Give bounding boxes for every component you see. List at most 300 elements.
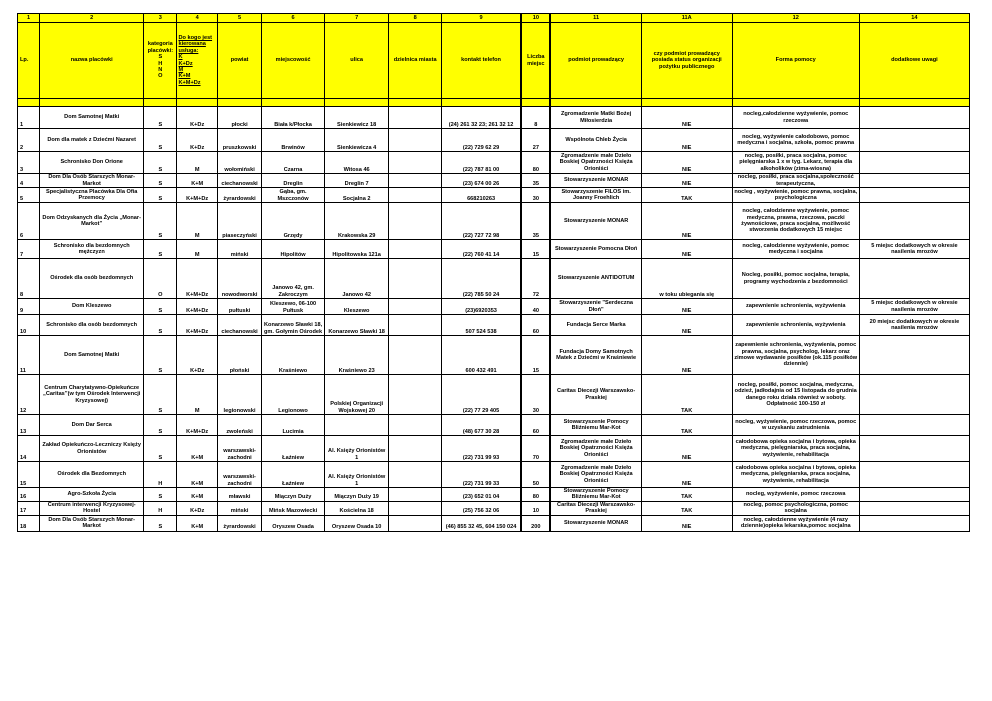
- target-group: M: [177, 203, 217, 240]
- county: płocki: [217, 107, 261, 129]
- category: S: [144, 240, 177, 259]
- header-target-title: Do kogo jest kierowana usługa:: [178, 34, 213, 54]
- category: S: [144, 436, 177, 462]
- street: Oryszew Osada 10: [324, 515, 389, 531]
- table-row: [18, 299, 970, 315]
- phone: (22) 731 99 33: [441, 462, 521, 488]
- county: żyrardowski: [217, 515, 261, 531]
- places: 80: [521, 488, 550, 502]
- phone: (48) 677 30 28: [441, 415, 521, 436]
- operator: Zgromadzenie małe Dzieło Boskiej Opatrzności Księża Orioniści: [550, 152, 641, 174]
- district: [389, 336, 441, 375]
- public-benefit-status: NIE: [641, 152, 732, 174]
- remarks: [859, 174, 969, 188]
- table-row: [18, 107, 970, 129]
- town: Miączyn Duży: [262, 488, 325, 502]
- operator: Stowarzyszenie MONAR: [550, 174, 641, 188]
- spacer-cell: [550, 99, 641, 107]
- town: Konarzewo Sławki 18, gm. Gołymin Ośrodek: [262, 315, 325, 336]
- row-lp: 12: [18, 375, 40, 415]
- category: S: [144, 152, 177, 174]
- target-group: K+M+Dz: [177, 415, 217, 436]
- public-benefit-status: NIE: [641, 107, 732, 129]
- places: 10: [521, 501, 550, 515]
- facility-name: Ośrodek dla Bezdomnych: [40, 462, 144, 488]
- header-target-code: K+M: [178, 73, 191, 80]
- assistance: Nocleg, posiłki, pomoc socjalna, terapia, programy wychodzenia z bezdomności: [732, 259, 859, 299]
- street: Konarzewo Sławki 18: [324, 315, 389, 336]
- public-benefit-status: NIE: [641, 336, 732, 375]
- spacer-cell: [324, 99, 389, 107]
- row-lp: 1: [18, 107, 40, 129]
- places: 30: [521, 188, 550, 203]
- public-benefit-status: NIE: [641, 203, 732, 240]
- places: 80: [521, 152, 550, 174]
- places: 15: [521, 240, 550, 259]
- places: 72: [521, 259, 550, 299]
- spacer-cell: [641, 99, 732, 107]
- places: 8: [521, 107, 550, 129]
- assistance: nocleg, posiłki, praca socjalna,społeczność terapeutyczna,: [732, 174, 859, 188]
- district: [389, 488, 441, 502]
- phone: (22) 727 72 98: [441, 203, 521, 240]
- target-group: K+Dz: [177, 501, 217, 515]
- facility-name: Dom Odzyskanych dla Życia „Monar-Markot”: [40, 203, 144, 240]
- column-number: 1: [18, 14, 40, 23]
- facility-name: Dom Dar Serca: [40, 415, 144, 436]
- district: [389, 152, 441, 174]
- header-target-code: K+M+Dz: [178, 79, 201, 86]
- table-row: [18, 152, 970, 174]
- town: Łaźniew: [262, 462, 325, 488]
- district: [389, 107, 441, 129]
- table-row: [18, 315, 970, 336]
- district: [389, 462, 441, 488]
- row-lp: 15: [18, 462, 40, 488]
- facility-name: Specjalistyczna Placówka Dla Ofia Przemocy: [40, 188, 144, 203]
- town: Grzędy: [262, 203, 325, 240]
- street: Hipolitowska 121a: [324, 240, 389, 259]
- category: S: [144, 129, 177, 152]
- phone: (22) 731 99 93: [441, 436, 521, 462]
- column-number: 10: [521, 14, 550, 23]
- phone: (24) 261 32 23; 261 32 12: [441, 107, 521, 129]
- town: Janowo 42, gm. Zakroczym: [262, 259, 325, 299]
- table-row: [18, 501, 970, 515]
- street: Al. Księży Orionistów 1: [324, 462, 389, 488]
- county: pruszkowski: [217, 129, 261, 152]
- county: żyrardowski: [217, 188, 261, 203]
- operator: Stowarzyszenie ANTIDOTUM: [550, 259, 641, 299]
- header-county: powiat: [217, 23, 261, 99]
- operator: Caritas Diecezji Warszawsko-Praskiej: [550, 501, 641, 515]
- district: [389, 299, 441, 315]
- category: S: [144, 174, 177, 188]
- header-remarks: dodatkowe uwagi: [859, 23, 969, 99]
- header-category: [144, 23, 177, 99]
- public-benefit-status: NIE: [641, 436, 732, 462]
- row-lp: 3: [18, 152, 40, 174]
- assistance: zapewnienie schronienia, wyżywienia, pomoc prawna, socjalna, psycholog, lekarz oraz zimowe wydawanie posiłków (ok.115 posiłków dziennie): [732, 336, 859, 375]
- phone: (22) 785 50 24: [441, 259, 521, 299]
- facility-name: Schronisko Don Orione: [40, 152, 144, 174]
- target-group: K+M+Dz: [177, 299, 217, 315]
- remarks: [859, 415, 969, 436]
- table-row: [18, 259, 970, 299]
- spacer-cell: [144, 99, 177, 107]
- public-benefit-status: TAK: [641, 415, 732, 436]
- facility-name: Dom Samotnej Matki: [40, 336, 144, 375]
- county: legionowski: [217, 375, 261, 415]
- facility-name: Dom Samotnej Matki: [40, 107, 144, 129]
- category: S: [144, 315, 177, 336]
- header-target-code: K: [178, 54, 183, 61]
- spacer-cell: [18, 99, 40, 107]
- county: ciechanowski: [217, 315, 261, 336]
- table-row: [18, 129, 970, 152]
- facility-name: Dom dla matek z Dziećmi Nazaret: [40, 129, 144, 152]
- assistance: nocleg, całodzienne wyżywienie (4 razy dziennie)opieka lekarska,pomoc socjalna: [732, 515, 859, 531]
- county: warszawski-zachodni: [217, 462, 261, 488]
- remarks: [859, 107, 969, 129]
- assistance: nocleg, wyżywienie całodobowo, pomoc medyczna i socjalna, szkoła, pomoc prawna: [732, 129, 859, 152]
- places: 50: [521, 462, 550, 488]
- assistance: nocleg, posiłki, pomoc socjalna, medyczna, odzież, jadłodajnia od 15 listopada do grudnia danego roku działa również w soboty. Odpłatność 100-150 zł: [732, 375, 859, 415]
- remarks: 5 miejsc dodatkowych w okresie nasilenia mrozów: [859, 240, 969, 259]
- operator: Fundacja Serce Marka: [550, 315, 641, 336]
- table-row: [18, 336, 970, 375]
- header-phone: kontakt telefon: [441, 23, 521, 99]
- header-target-group: [177, 23, 217, 99]
- county: mławski: [217, 488, 261, 502]
- public-benefit-status: NIE: [641, 315, 732, 336]
- public-benefit-status: NIE: [641, 240, 732, 259]
- district: [389, 375, 441, 415]
- table-row: [18, 462, 970, 488]
- operator: Stowarzyszenie MONAR: [550, 203, 641, 240]
- operator: Stowarzyszenie "Serdeczna Dłoń": [550, 299, 641, 315]
- operator: Stowarzyszenie MONAR: [550, 515, 641, 531]
- category: O: [144, 259, 177, 299]
- column-number-row: [18, 14, 970, 23]
- column-number: 8: [389, 14, 441, 23]
- row-lp: 16: [18, 488, 40, 502]
- table-row: [18, 415, 970, 436]
- target-group: M: [177, 152, 217, 174]
- table-row: [18, 203, 970, 240]
- target-group: K+Dz: [177, 107, 217, 129]
- assistance: całodobowa opieka socjalna i bytowa, opieka medyczna, pielęgniarska, praca socjalna, wyżywienie, rehabilitacja: [732, 462, 859, 488]
- operator: Fundacja Domy Samotnych Matek z Dziećmi w Kraśniewie: [550, 336, 641, 375]
- remarks: 5 miejsc dodatkowych w okresie nasilenia mrozów: [859, 299, 969, 315]
- district: [389, 203, 441, 240]
- header-town: miejscowość: [262, 23, 325, 99]
- public-benefit-status: TAK: [641, 488, 732, 502]
- operator: Caritas Diecezji Warszawsko-Praskiej: [550, 375, 641, 415]
- spacer-cell: [732, 99, 859, 107]
- column-number: 9: [441, 14, 521, 23]
- town: Lucimia: [262, 415, 325, 436]
- header-public-benefit: czy podmiot prowadzący posiada status organizacji pożytku publicznego: [641, 23, 732, 99]
- street: Al. Księży Orionistów 1: [324, 436, 389, 462]
- row-lp: 14: [18, 436, 40, 462]
- remarks: [859, 515, 969, 531]
- facility-name: Centrum interwencji Kryzysowej-Hostel: [40, 501, 144, 515]
- header-district: dzielnica miasta: [389, 23, 441, 99]
- phone: (23) 652 01 04: [441, 488, 521, 502]
- operator: Stowarzyszenie Pomocna Dłoń: [550, 240, 641, 259]
- header-places: Liczba miejsc: [521, 23, 550, 99]
- spacer-cell: [177, 99, 217, 107]
- remarks: [859, 488, 969, 502]
- town: Łaźniew: [262, 436, 325, 462]
- public-benefit-status: TAK: [641, 188, 732, 203]
- operator: Zgromadzenie małe Dzieło Boskiej Opatrzności Księża Orioniści: [550, 462, 641, 488]
- places: 200: [521, 515, 550, 531]
- assistance: nocleg, posiłki, praca socjalna, pomoc pielęgniarska 1 x w tyg. Lekarz, terapia dla alkoholików (zima-wiosna): [732, 152, 859, 174]
- phone: 668210263: [441, 188, 521, 203]
- table-body: [18, 107, 970, 532]
- public-benefit-status: NIE: [641, 129, 732, 152]
- spacer-cell: [859, 99, 969, 107]
- public-benefit-status: w toku ubiegania się: [641, 259, 732, 299]
- town: Gąba, gm. Mszczonów: [262, 188, 325, 203]
- assistance: nocleg, wyżywienie, pomoc rzeczowa, pomoc w uzyskaniu zatrudnienia: [732, 415, 859, 436]
- phone: (46) 855 32 45, 604 150 024: [441, 515, 521, 531]
- facility-name: Dom Kleszewo: [40, 299, 144, 315]
- row-lp: 6: [18, 203, 40, 240]
- street: Krakowska 29: [324, 203, 389, 240]
- row-lp: 5: [18, 188, 40, 203]
- row-lp: 17: [18, 501, 40, 515]
- remarks: [859, 436, 969, 462]
- category: S: [144, 107, 177, 129]
- district: [389, 240, 441, 259]
- facility-name: Dom Dla Osób Starszych Monar-Markot: [40, 174, 144, 188]
- row-lp: 2: [18, 129, 40, 152]
- remarks: [859, 259, 969, 299]
- table-row: [18, 174, 970, 188]
- operator: Stowarzyszenie Pomocy Bliźniemu Mar-Kot: [550, 415, 641, 436]
- public-benefit-status: NIE: [641, 462, 732, 488]
- town: Brwinów: [262, 129, 325, 152]
- table-row: [18, 240, 970, 259]
- remarks: [859, 188, 969, 203]
- facility-name: Dom Dla Osób Starszych Monar-Markot: [40, 515, 144, 531]
- street: Janowo 42: [324, 259, 389, 299]
- district: [389, 315, 441, 336]
- operator: Stowarzyszenie FILOS im. Joanny Froehlich: [550, 188, 641, 203]
- county: miński: [217, 501, 261, 515]
- category: S: [144, 488, 177, 502]
- remarks: [859, 152, 969, 174]
- county: ciechanowski: [217, 174, 261, 188]
- column-number: 4: [177, 14, 217, 23]
- row-lp: 13: [18, 415, 40, 436]
- row-lp: 4: [18, 174, 40, 188]
- street: Polskiej Organizacji Wojskowej 20: [324, 375, 389, 415]
- target-group: K+M+Dz: [177, 315, 217, 336]
- assistance: nocleg , wyżywienie, pomoc prawna, socjalna, psychologiczna: [732, 188, 859, 203]
- column-number: 7: [324, 14, 389, 23]
- spacer-cell: [40, 99, 144, 107]
- street: [324, 415, 389, 436]
- operator: Zgromadzenie Matki Bożej Miłosierdzia: [550, 107, 641, 129]
- public-benefit-status: NIE: [641, 299, 732, 315]
- column-number: 6: [262, 14, 325, 23]
- phone: 507 524 538: [441, 315, 521, 336]
- assistance: nocleg, całodzienne wyżywienie, pomoc medyczna i socjalna: [732, 240, 859, 259]
- street: Socjalna 2: [324, 188, 389, 203]
- street: Dreglin 7: [324, 174, 389, 188]
- remarks: [859, 336, 969, 375]
- county: piaseczyński: [217, 203, 261, 240]
- column-number: 12: [732, 14, 859, 23]
- table-row: [18, 375, 970, 415]
- spacer-cell: [217, 99, 261, 107]
- column-number: 11: [550, 14, 641, 23]
- row-lp: 7: [18, 240, 40, 259]
- county: warszawski-zachodni: [217, 436, 261, 462]
- assistance: całodobowa opieka socjalna i bytowa, opieka medyczna, pielęgniarska, praca socjalna, wyżywienie, rehabilitacja: [732, 436, 859, 462]
- remarks: [859, 462, 969, 488]
- category: S: [144, 203, 177, 240]
- header-target-code: K+Dz: [178, 60, 193, 67]
- places: 40: [521, 299, 550, 315]
- places: 70: [521, 436, 550, 462]
- header-name: nazwa placówki: [40, 23, 144, 99]
- row-lp: 10: [18, 315, 40, 336]
- remarks: [859, 375, 969, 415]
- category: S: [144, 375, 177, 415]
- places: 15: [521, 336, 550, 375]
- header-spacer-row: [18, 99, 970, 107]
- facility-name: Centrum Charytatywno-Opiekuńcze „Caritas”(w tym Ośrodek Interwencji Kryzysowej): [40, 375, 144, 415]
- header-street: ulica: [324, 23, 389, 99]
- shelter-spreadsheet: [17, 13, 970, 532]
- header-operator: podmiot prowadzący: [550, 23, 641, 99]
- facility-name: Ośrodek dla osób bezdomnych: [40, 259, 144, 299]
- row-lp: 8: [18, 259, 40, 299]
- county: nowodworski: [217, 259, 261, 299]
- town: Czarna: [262, 152, 325, 174]
- operator: Stowarzyszenie Pomocy Bliźniemu Mar-Kot: [550, 488, 641, 502]
- district: [389, 129, 441, 152]
- phone: 600 432 491: [441, 336, 521, 375]
- category: H: [144, 501, 177, 515]
- target-group: K+Dz: [177, 336, 217, 375]
- district: [389, 188, 441, 203]
- phone: (22) 77 29 405: [441, 375, 521, 415]
- phone: (23)6920353: [441, 299, 521, 315]
- places: 35: [521, 174, 550, 188]
- remarks: 20 miejsc dodatkowych w okresie nasilenia mrozów: [859, 315, 969, 336]
- row-lp: 18: [18, 515, 40, 531]
- facility-name: Agro-Szkoła Życia: [40, 488, 144, 502]
- public-benefit-status: TAK: [641, 375, 732, 415]
- town: Legionowo: [262, 375, 325, 415]
- spacer-cell: [389, 99, 441, 107]
- public-benefit-status: NIE: [641, 515, 732, 531]
- district: [389, 259, 441, 299]
- category: S: [144, 299, 177, 315]
- district: [389, 174, 441, 188]
- target-group: M: [177, 375, 217, 415]
- county: pułtuski: [217, 299, 261, 315]
- header-assistance: Forma pomocy: [732, 23, 859, 99]
- category: S: [144, 188, 177, 203]
- places: 35: [521, 203, 550, 240]
- places: 60: [521, 415, 550, 436]
- county: miński: [217, 240, 261, 259]
- street: Kraśniewo 23: [324, 336, 389, 375]
- table-row: [18, 436, 970, 462]
- header-category-code: S: [158, 54, 163, 61]
- street: Sienkiewicza 4: [324, 129, 389, 152]
- target-group: K+Dz: [177, 129, 217, 152]
- street: Witosa 46: [324, 152, 389, 174]
- spacer-cell: [441, 99, 521, 107]
- assistance: nocleg, wyżywienie, pomoc rzeczowa: [732, 488, 859, 502]
- target-group: K+M: [177, 515, 217, 531]
- header-row: [18, 23, 970, 99]
- category: S: [144, 415, 177, 436]
- category: S: [144, 515, 177, 531]
- county: wołomiński: [217, 152, 261, 174]
- district: [389, 415, 441, 436]
- phone: (22) 729 62 29: [441, 129, 521, 152]
- town: Hipolitów: [262, 240, 325, 259]
- district: [389, 501, 441, 515]
- header-lp: Lp.: [18, 23, 40, 99]
- facility-name: Schronisko dla osób bezdomnych: [40, 315, 144, 336]
- row-lp: 11: [18, 336, 40, 375]
- category: H: [144, 462, 177, 488]
- town: Kleszewo, 06-100 Pułtusk: [262, 299, 325, 315]
- county: zwoleński: [217, 415, 261, 436]
- column-number: 2: [40, 14, 144, 23]
- facility-name: Schronisko dla bezdomnych mężczyzn: [40, 240, 144, 259]
- public-benefit-status: TAK: [641, 501, 732, 515]
- column-number: 11A: [641, 14, 732, 23]
- assistance: zapewnienie schronienia, wyżywienia: [732, 299, 859, 315]
- header-category-title: kategoria placówki:: [147, 41, 174, 54]
- phone: (22) 760 41 14: [441, 240, 521, 259]
- header-target-code: M: [178, 66, 184, 73]
- town: Kraśniewo: [262, 336, 325, 375]
- places: 27: [521, 129, 550, 152]
- operator: Zgromadzenie małe Dzieło Boskiej Opatrzności Księża Orioniści: [550, 436, 641, 462]
- facility-name: Zakład Opiekuńczo-Leczniczy Księży Orionistów: [40, 436, 144, 462]
- town: Oryszew Osada: [262, 515, 325, 531]
- street: Kościelna 18: [324, 501, 389, 515]
- assistance: zapewnienie schronienia, wyżywienia: [732, 315, 859, 336]
- target-group: K+M: [177, 462, 217, 488]
- street: Sienkiewicz 18: [324, 107, 389, 129]
- town: Dreglin: [262, 174, 325, 188]
- header-category-code: H: [158, 60, 163, 67]
- spacer-cell: [521, 99, 550, 107]
- town: Mińsk Mazowiecki: [262, 501, 325, 515]
- remarks: [859, 129, 969, 152]
- remarks: [859, 203, 969, 240]
- category: S: [144, 336, 177, 375]
- row-lp: 9: [18, 299, 40, 315]
- phone: (22) 787 81 00: [441, 152, 521, 174]
- table-row: [18, 188, 970, 203]
- column-number: 3: [144, 14, 177, 23]
- remarks: [859, 501, 969, 515]
